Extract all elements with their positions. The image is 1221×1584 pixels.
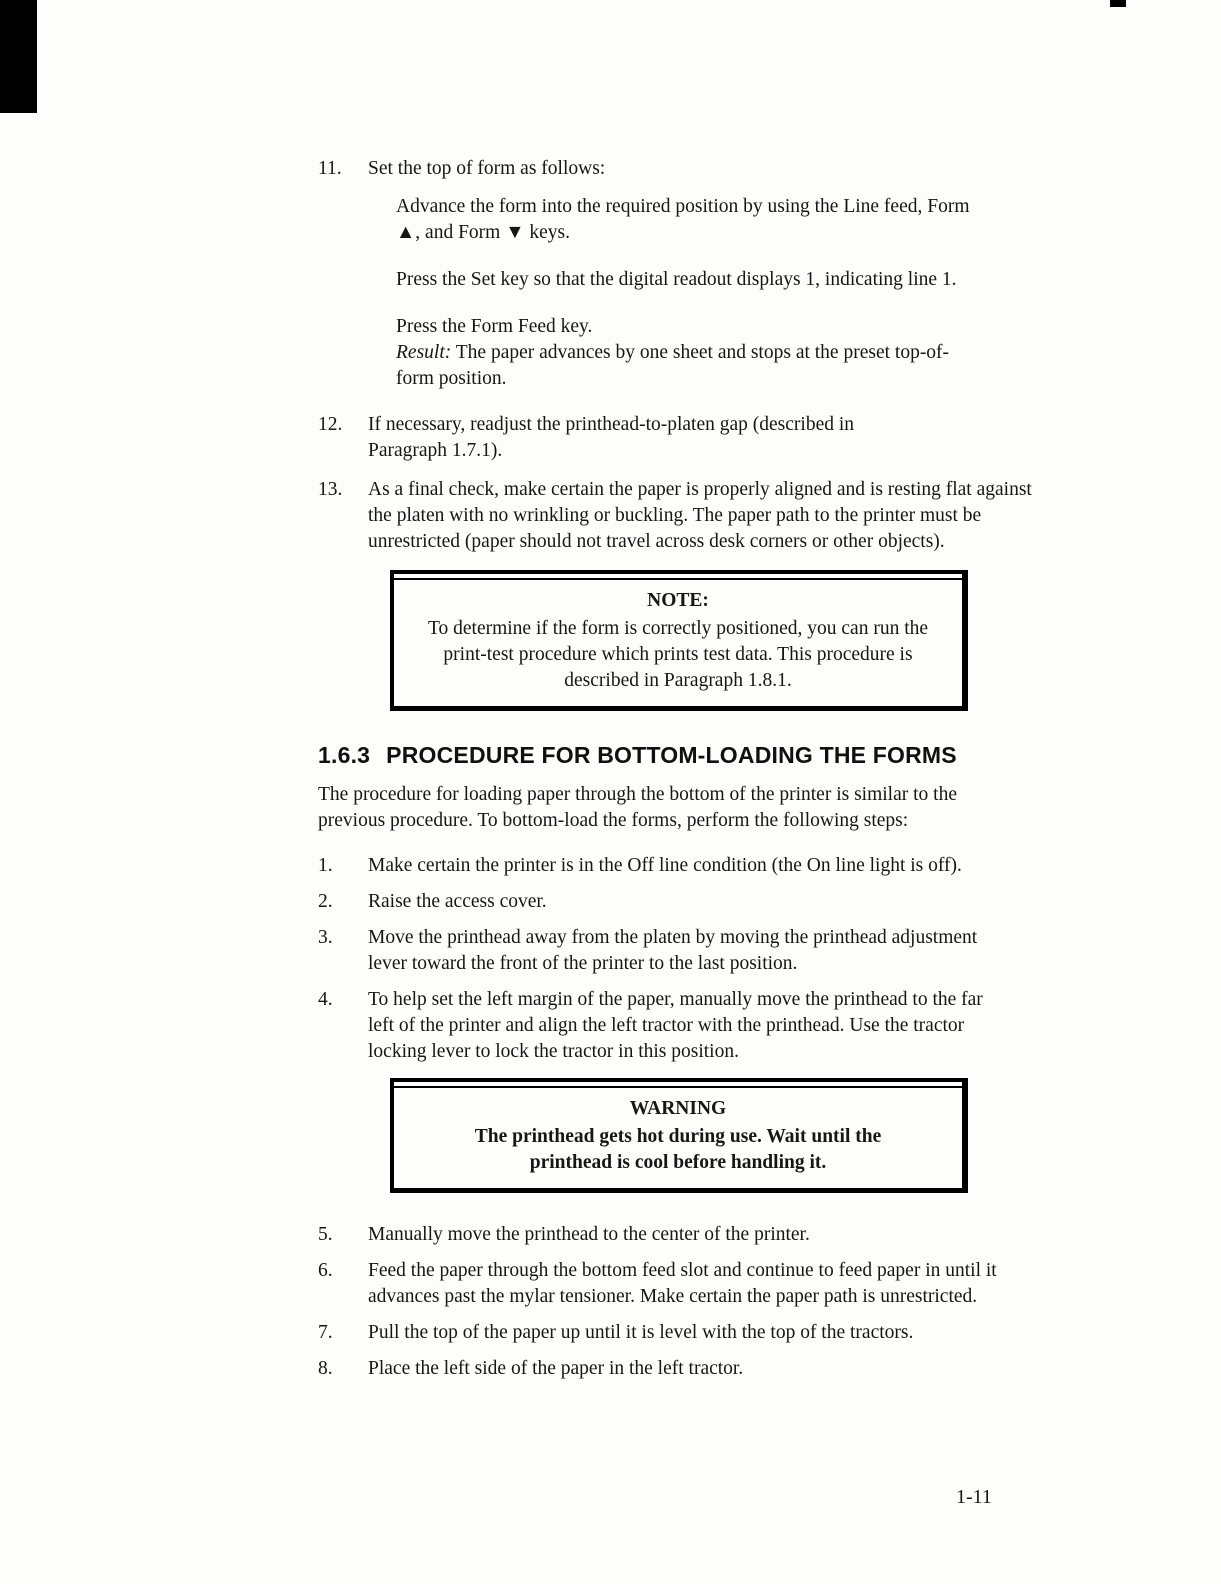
step-number: 3. xyxy=(318,927,333,948)
section-title: PROCEDURE FOR BOTTOM-LOADING THE FORMS xyxy=(386,742,957,768)
step-text: Manually move the printhead to the center of the printer. xyxy=(368,1224,810,1245)
step-text: Place the left side of the paper in the left tractor. xyxy=(368,1358,744,1379)
step-number: 8. xyxy=(318,1358,333,1379)
step-text: Make certain the printer is in the Off line condition (the On line light is off). xyxy=(368,855,962,876)
list-item-5 xyxy=(318,1222,1058,1248)
step-number: 13. xyxy=(318,479,343,500)
section-number: 1.6.3 xyxy=(318,742,371,768)
sub-paragraph xyxy=(396,314,956,392)
page-number: 1-11 xyxy=(956,1486,992,1508)
scan-artifact-bar xyxy=(0,0,37,113)
step-body xyxy=(368,156,1058,392)
list-item-2 xyxy=(318,889,1058,915)
list-item-7 xyxy=(318,1320,1058,1346)
box-inner-rule xyxy=(394,1086,962,1088)
list-item-8 xyxy=(318,1356,1058,1382)
list-item-3 xyxy=(318,925,1058,977)
step-number: 1. xyxy=(318,855,333,876)
list-item-1 xyxy=(318,853,1058,879)
step-text: If necessary, readjust the printhead-to-platen gap (described in Paragraph 1.7.1). xyxy=(368,414,855,461)
warning-box xyxy=(390,1078,968,1193)
note-box xyxy=(390,570,968,711)
note-body: To determine if the form is correctly positioned, you can run the print-test procedure which prints test data. This procedure is described in Paragraph 1.8.1. xyxy=(427,618,929,691)
step-text: Pull the top of the paper up until it is level with the top of the tractors. xyxy=(368,1322,914,1343)
list-item-4 xyxy=(318,987,1058,1065)
step-number: 11. xyxy=(318,158,342,179)
step-text: Set the top of form as follows: xyxy=(368,158,606,179)
step-text: Raise the access cover. xyxy=(368,891,547,912)
note-title: NOTE: xyxy=(647,590,709,611)
step-text: As a final check, make certain the paper is properly aligned and is resting flat against the platen with no wrinkling or buckling. The paper path to the printer must be unrestricted (paper should not travel across desk corners or other objects). xyxy=(368,479,1032,552)
sub-paragraph: Press the Set key so that the digital readout displays 1, indicating line 1. xyxy=(396,269,957,290)
step-number: 4. xyxy=(318,989,333,1010)
warning-body: The printhead gets hot during use. Wait until the printhead is cool before handling it. xyxy=(474,1126,882,1173)
step-number: 7. xyxy=(318,1322,333,1343)
list-item-6 xyxy=(318,1258,1058,1310)
step-text: Feed the paper through the bottom feed slot and continue to feed paper in until it advances past the mylar tensioner. Make certain the paper path is unrestricted. xyxy=(368,1260,997,1307)
section-heading xyxy=(318,741,1058,769)
step-number: 12. xyxy=(318,414,343,435)
step-number: 6. xyxy=(318,1260,333,1281)
result-text: The paper advances by one sheet and stops at the preset top-of-form position. xyxy=(396,342,950,389)
box-inner-rule xyxy=(394,578,962,580)
sub-paragraph: Advance the form into the required position by using the Line feed, Form ▲, and Form ▼ keys. xyxy=(396,196,970,243)
scan-artifact-speck xyxy=(1110,0,1126,7)
step-number: 5. xyxy=(318,1224,333,1245)
result-label: Result: xyxy=(396,342,452,363)
step-number: 2. xyxy=(318,891,333,912)
step-text: To help set the left margin of the paper, manually move the printhead to the far left of the printer and align the left tractor with the printhead. Use the tractor locking lever to lock the tractor in this position. xyxy=(368,989,983,1062)
step-text: Move the printhead away from the platen by moving the printhead adjustment lever toward the front of the printer to the last position. xyxy=(368,927,978,974)
section-intro: The procedure for loading paper through the bottom of the printer is similar to the previous procedure. To bottom-load the forms, perform the following steps: xyxy=(318,784,957,831)
page-content xyxy=(318,156,1058,1382)
sub-paragraph-line: Press the Form Feed key. xyxy=(396,316,593,337)
warning-title: WARNING xyxy=(629,1098,727,1119)
list-item-12 xyxy=(318,412,1058,464)
list-item-11 xyxy=(318,156,1058,392)
list-item-13 xyxy=(318,477,1058,555)
